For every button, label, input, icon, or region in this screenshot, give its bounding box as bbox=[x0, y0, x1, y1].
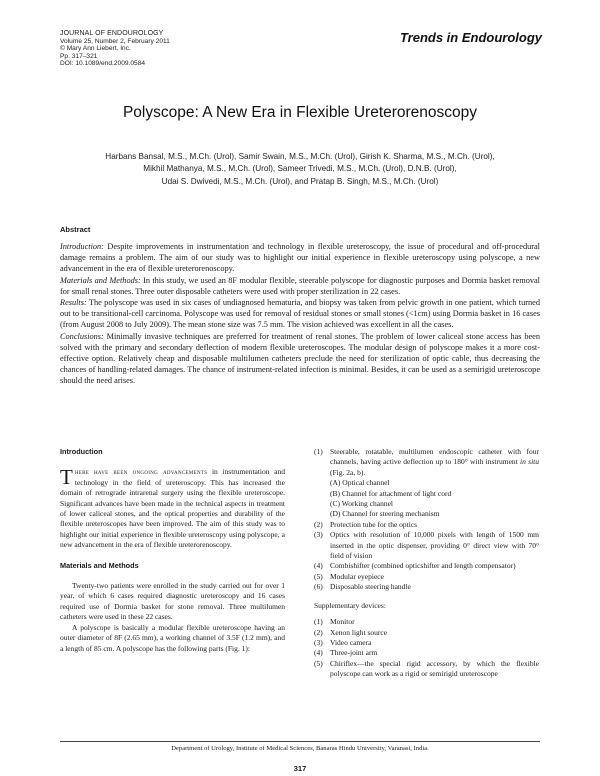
journal-copyright: © Mary Ann Liebert, Inc. bbox=[60, 45, 131, 53]
journal-name: JOURNAL OF ENDOUROLOGY bbox=[60, 30, 164, 37]
abstract-label: Materials and Methods: bbox=[60, 275, 141, 285]
journal-doi: DOI: 10.1089/end.2009.0584 bbox=[60, 60, 146, 68]
author-list bbox=[70, 151, 530, 188]
drop-cap: T bbox=[60, 465, 73, 490]
abstract-label: Results: bbox=[60, 298, 87, 308]
methods-paragraph: A polyscope is basically a modular flexible ureteroscope having an outer diameter of 8F (2.65 mm), a working channel of 3.5F (1.2 mm), and a length of 85 cm. A polyscope has the following parts (Fig. 1): bbox=[60, 622, 285, 653]
abstract-introduction: Introduction: Despite improvements in instrumentation and technology in flexible ureteroscopy, the issue of procedural and off-procedural damage remains a problem. The aim of our study was to highlight our initial experience in flexible ureteroscopy using polyscope, a new advancement in the era of flexible ureterorenoscopy. bbox=[60, 242, 540, 274]
list-item: (6) Disposable steering handle bbox=[314, 582, 411, 592]
list-item: (1) Monitor bbox=[314, 617, 355, 627]
journal-pages: Pp. 317–321 bbox=[60, 52, 98, 60]
list-item: (4) Combishifter (combined opticshifter and length compensator) bbox=[314, 561, 516, 571]
methods-heading: Materials and Methods bbox=[60, 560, 139, 570]
sub-list bbox=[330, 478, 539, 520]
abstract-conclusions: Conclusions: Minimally invasive techniques are preferred for treatment of renal stones. The problem of lower caliceal stone access has been solved with the primary and secondary deflection of modern flexible ureteroscopes. The modular design of polyscope makes it a more cost-effective option. Relatively cheap and disposable multilumen catheters preclude the need for sterilization of optic cable, thus decreasing the chances of handling-related damages. The chance of instrument-related infection is minimal. Besides, it can be used as a semirigid ureteroscope should the need arises. bbox=[60, 331, 540, 386]
author-line: Harbans Bansal, M.S., M.Ch. (Urol), Samir Swain, M.S., M.Ch. (Urol), Girish K. Sharma, M.S., M.Ch. (Urol), bbox=[105, 152, 495, 161]
left-column bbox=[60, 447, 285, 654]
author-line: Udai S. Dwivedi, M.S., M.Ch. (Urol), and Pratap B. Singh, M.S., M.Ch. (Urol) bbox=[161, 176, 439, 186]
author-line: Mikhil Mathanya, M.S., M.Ch. (Urol), Sameer Trivedi, M.S., M.Ch. (Urol), D.N.B. (Urol), bbox=[143, 164, 457, 174]
journal-meta bbox=[60, 30, 170, 68]
sub-list-item: (B) Channel for attachment of light cord bbox=[330, 488, 452, 498]
supplementary-heading: Supplementary devices: bbox=[314, 600, 386, 610]
abstract-results: Results: The polyscope was used in six cases of undiagnosed hematuria, and biopsy was taken from pelvic growth in one patient, which turned out to be transitional-cell carcinoma. Polyscope was used for removal of residual stones or small stones (<1cm) using Dormia basket in 16 cases (from August 2008 to July 2009). The mean stone size was 7.5 mm. The vision achieved was excellent in all the cases. bbox=[60, 298, 540, 330]
list-item: (2) Xenon light source bbox=[314, 627, 388, 637]
parts-list bbox=[314, 447, 539, 593]
abstract-label: Introduction: bbox=[60, 242, 104, 251]
list-item: (3) Video camera bbox=[314, 637, 372, 647]
page-number: 317 bbox=[293, 764, 307, 773]
article-title: Polyscope: A New Era in Flexible Ureterorenoscopy bbox=[122, 104, 478, 121]
methods-paragraph: Twenty-two patients were enrolled in the study carried out for over 1 year, of which 6 cases required diagnostic ureteroscopy and 16 cases required use of Dormia basket for stone removal. Three multilumen catheters were used in these 22 cases. bbox=[60, 581, 285, 622]
list-item: (5) Chiriflex—the special rigid accessory, by which the flexible polyscope can work as a rigid or semirigid ureteroscope bbox=[314, 658, 539, 679]
footer-divider bbox=[60, 741, 540, 742]
list-item: (4) Three-joint arm bbox=[314, 648, 378, 658]
section-tag: Trends in Endourology bbox=[399, 30, 542, 45]
abstract-body bbox=[60, 241, 540, 387]
sub-list-item: (D) Channel for steering mechanism bbox=[330, 509, 440, 519]
list-item: (1) Steerable, rotatable, multilumen endoscopic catheter with four channels, having active deflection up to 180° with instrument in situ (Fig. 2a, b). (A) Optical channel (B) Channel for attachment of light cord (C) Working channel (D) Channel for steering mechanism bbox=[314, 447, 539, 519]
list-item: (3) Optics with resolution of 10,000 pixels with length of 1500 mm inserted in the optic dispenser, providing 0° direct view with 70° field of vision bbox=[314, 530, 539, 561]
list-item: (2) Protection tube for the optics bbox=[314, 519, 418, 529]
abstract-label: Conclusions: bbox=[60, 331, 104, 341]
introduction-paragraph: There have been ongoing advancements in instrumentation and technology in the field of ureteroscopy. This has increased the domain of retrograde intrarenal surgery using the flexible ureteroscope. Significant advances have been made in the technical aspects in treatment of lower caliceal stones, and the optical properties and durability of the flexible ureteroscopes have been improved. The aim of this study was to highlight our initial experience in flexible ureteroscopy using polyscope, a new advancement in the era of flexible ureterorenoscopy. bbox=[60, 465, 285, 550]
supplementary-list bbox=[314, 617, 539, 679]
introduction-heading: Introduction bbox=[60, 447, 103, 456]
journal-volume: Volume 25, Number 2, February 2011 bbox=[60, 37, 170, 45]
abstract-methods: Materials and Methods: In this study, we used an 8F modular flexible, steerable polyscope for diagnostic purposes and Dormia basket removal for small renal stones. Three outer disposable catheters were used with proper sterilization in 22 cases. bbox=[60, 275, 540, 296]
sub-list-item: (A) Optical channel bbox=[330, 478, 390, 488]
list-item: (5) Modular eyepiece bbox=[314, 571, 384, 581]
sub-list-item: (C) Working channel bbox=[330, 499, 393, 509]
affiliation-footnote: Department of Urology, Institute of Medical Sciences, Banaras Hindu University, Varanasi, India. bbox=[171, 745, 429, 752]
abstract-heading: Abstract bbox=[60, 225, 91, 234]
right-column bbox=[314, 447, 539, 680]
